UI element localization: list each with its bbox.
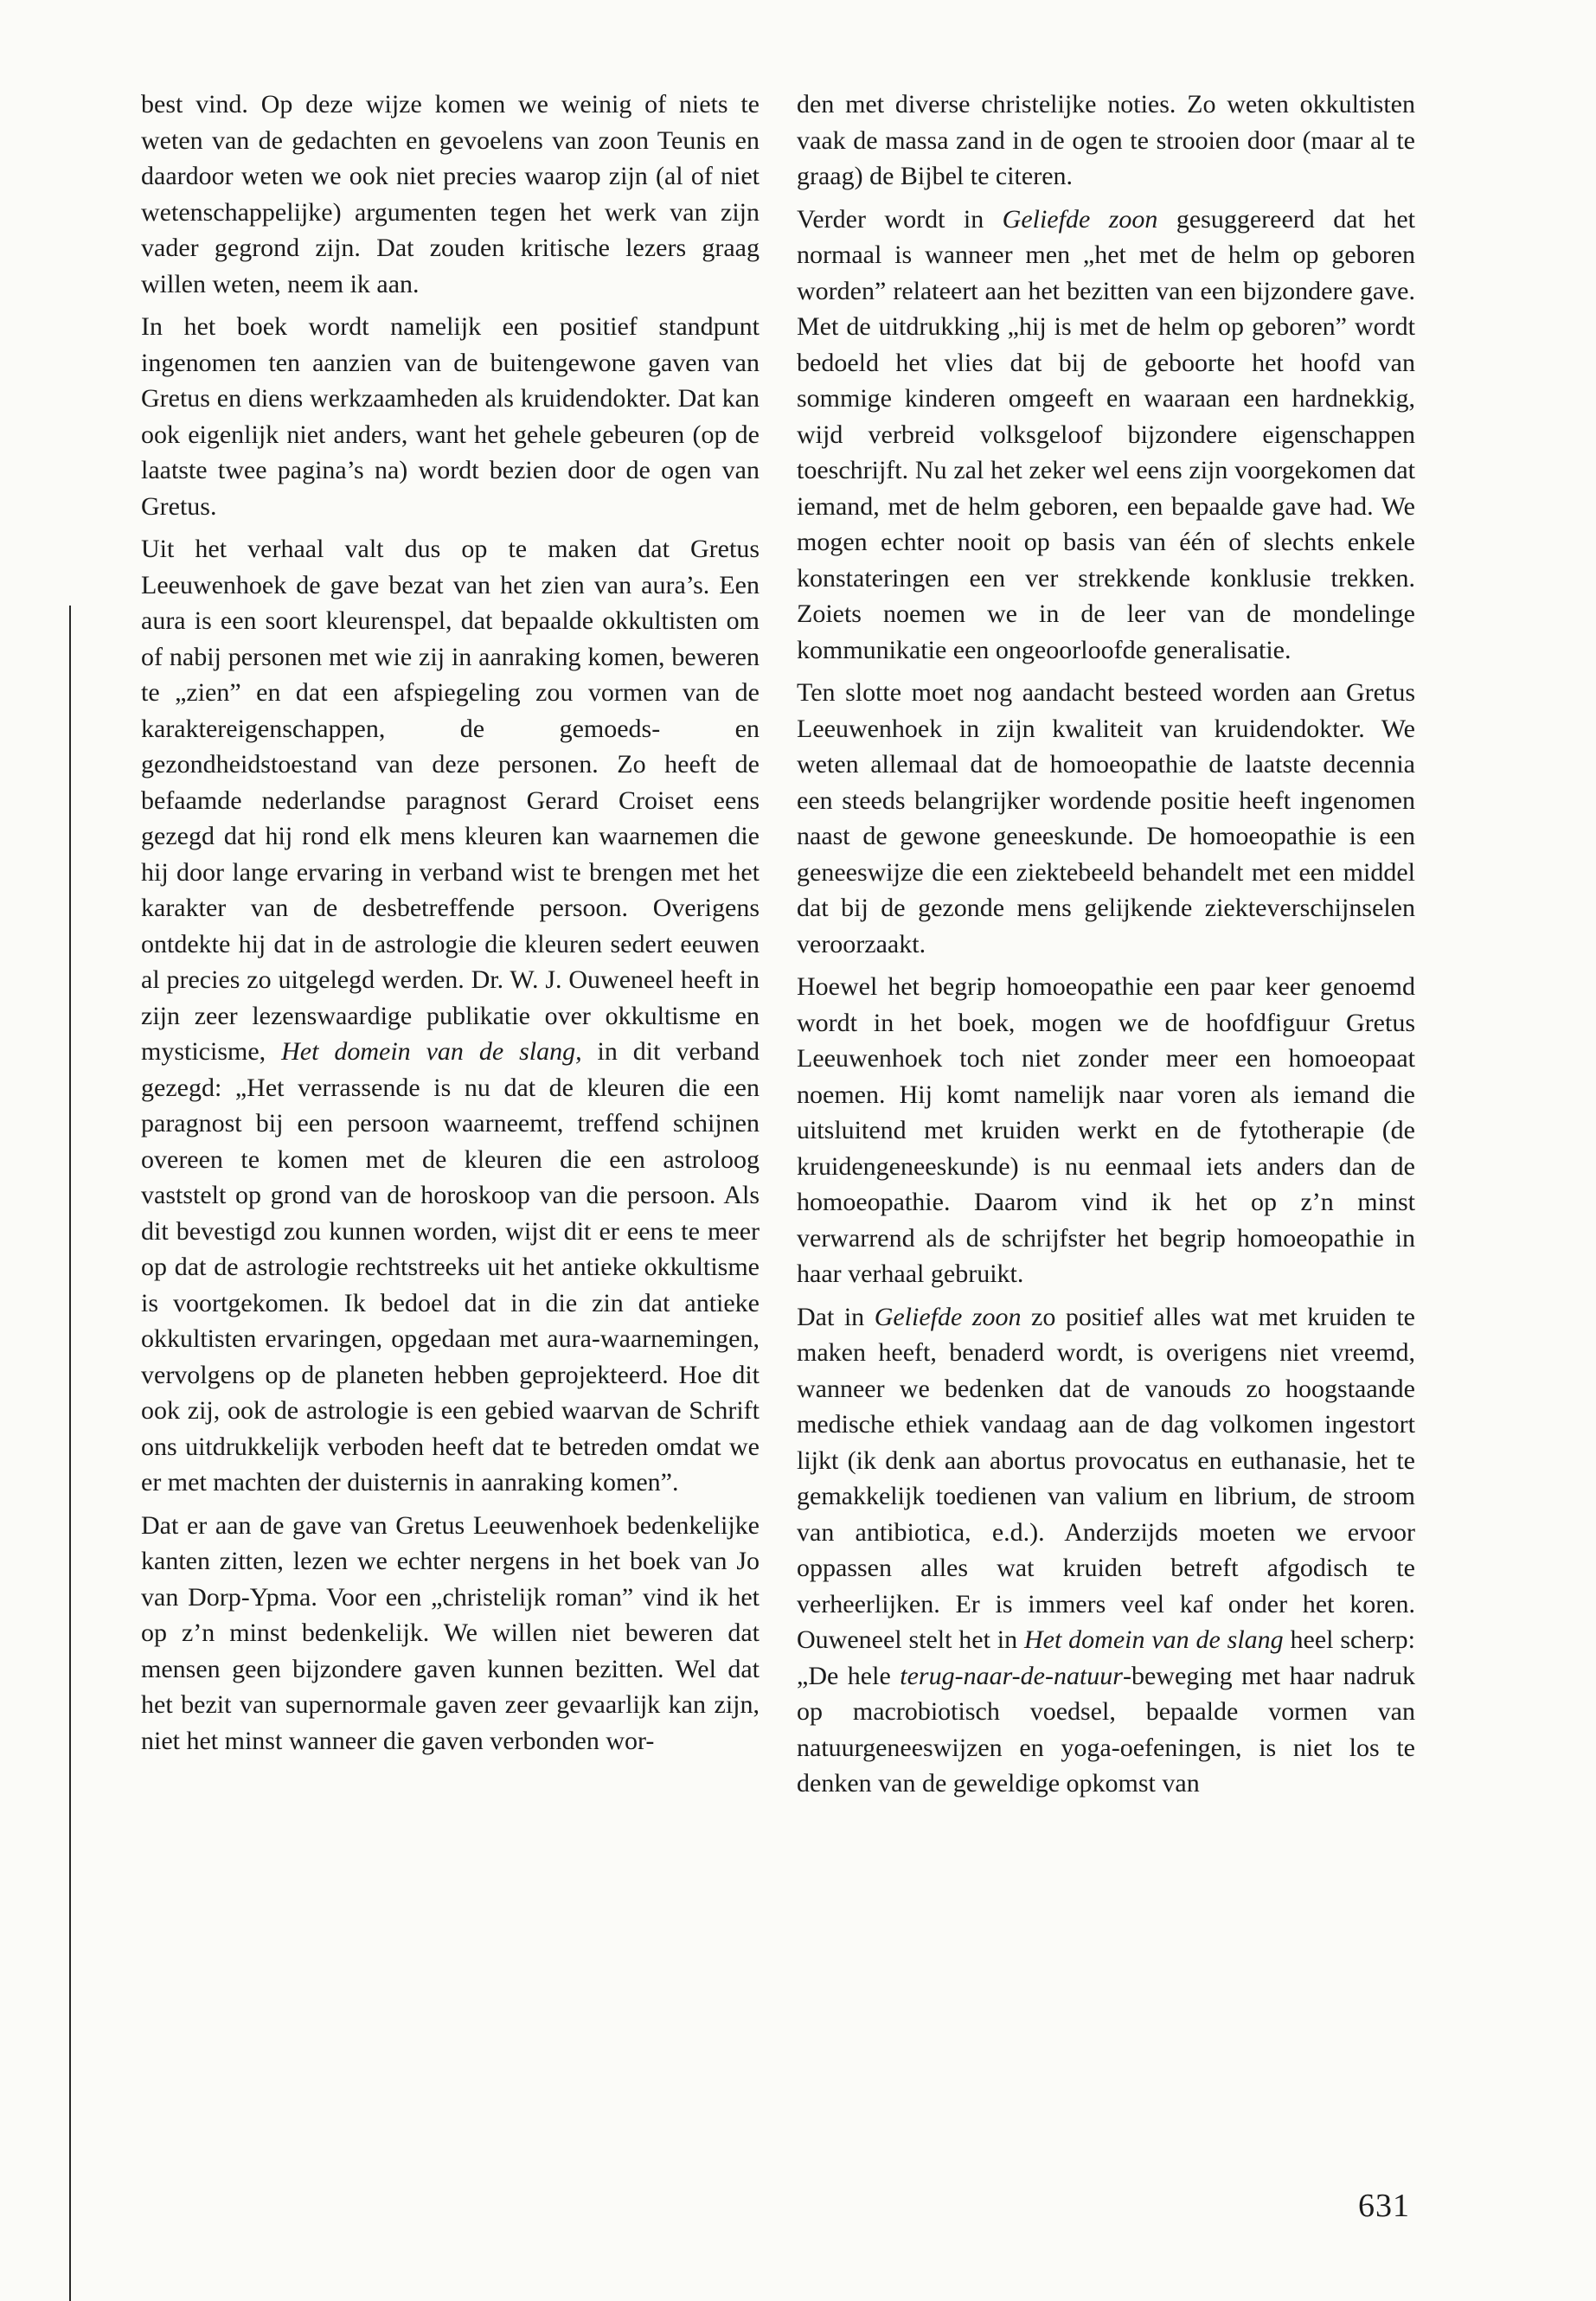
paragraph-text: -beweging met haar nadruk op macrobiotisch voedsel, bepaalde vormen van natuurgeneeswijzen en yoga-oefeningen, is niet los te denken van de geweldige opkomst van: [797, 1661, 1415, 1798]
paragraph: [797, 1299, 1415, 1802]
paragraph: Ten slotte moet nog aandacht besteed worden aan Gretus Leeuwenhoek in zijn kwaliteit van kruidendokter. We weten allemaal dat de homoeopathie de laatste decennia een steeds belangrijker wordende positie heeft ingenomen naast de gewone geneeskunde. De homoeopathie is een geneeswijze die een ziektebeeld behandelt met een middel dat bij de gezonde mens gelijkende ziekteverschijnselen veroorzaakt.: [797, 678, 1415, 958]
page-binding-edge: [69, 606, 71, 2301]
book-title-italic: Geliefde zoon: [1002, 204, 1158, 234]
paragraph: [797, 202, 1415, 669]
emphasis-italic: terug-naar-de-natuur: [900, 1661, 1123, 1690]
paragraph-text: zo positief alles wat met kruiden te maken heeft, benaderd wordt, is overigens niet vreemd, wanneer we bedenken dat de vanouds zo hoogstaande medische ethiek vandaag aan de dag volkomen ingestort lijkt (ik denk aan abortus provocatus en euthanasie, het te gemakkelijk toedienen van valium en librium, de stroom van antibiotica, e.d.). Anderzijds moeten we ervoor oppassen alles wat kruiden betreft afgodisch te verheerlijken. Er is immers veel kaf onder het koren. Ouweneel stelt het in: [797, 1302, 1415, 1654]
paragraph: Dat er aan de gave van Gretus Leeuwenhoek bedenkelijke kanten zitten, lezen we echter nergens in het boek van Jo van Dorp-Ypma. Voor een „christelijk roman” vind ik het op z’n minst bedenkelijk. We willen niet beweren dat mensen geen bijzondere gaven kunnen bezitten. Wel dat het bezit van supernormale gaven zeer gevaarlijk kan zijn, niet het minst wanneer die gaven verbonden wor-: [141, 1510, 760, 1755]
paragraph: [141, 531, 760, 1501]
paragraph-text: heel scherp: „De hele: [797, 1625, 1415, 1690]
paragraph-text: in dit verband gezegd: „Het verrassende is nu dat de kleuren die een paragnost bij een persoon waarneemt, treffend schijnen overeen te komen met de kleuren die een astroloog vaststelt op grond van de horoskoop van die persoon. Als dit bevestigd zou kunnen worden, wijst dit er eens te meer op dat de astrologie rechtstreeks uit het antieke okkultisme is voortgekomen. Ik bedoel dat in die zin dat antieke okkultisten ervaringen, opgedaan met aura-waarnemingen, vervolgens op de planeten hebben geprojekteerd. Hoe dit ook zij, ook de astrologie is een gebied waarvan de Schrift ons uitdrukkelijk verboden heeft dat te betreden omdat we er met machten der duisternis in aanraking komen”.: [141, 1037, 760, 1497]
paragraph-text: Verder wordt in: [797, 204, 1003, 234]
book-title-italic: Het domein van de slang: [1024, 1625, 1284, 1654]
paragraph: Hoewel het begrip homoeopathie een paar keer genoemd wordt in het boek, mogen we de hoofdfiguur Gretus Leeuwenhoek toch niet zonder meer een homoeopaat noemen. Hij komt namelijk naar voren als iemand die uitsluitend met kruiden werkt en de fytotherapie (de kruidengeneeskunde) is nu eenmaal iets anders dan de homoeopathie. Daarom vind ik het op z’n minst verwarrend als de schrijfster het begrip homoeopathie in haar verhaal gebruikt.: [797, 972, 1415, 1288]
left-column: [141, 87, 760, 1759]
paragraph: den met diverse christelijke noties. Zo weten okkultisten vaak de massa zand in de ogen te strooien door (maar al te graag) de Bijbel te citeren.: [797, 90, 1415, 190]
right-column: [797, 87, 1415, 1802]
paragraph: best vind. Op deze wijze komen we weinig of niets te weten van de gedachten en gevoelens van zoon Teunis en daardoor weten we ook niet precies waarop zijn (al of niet wetenschappelijke) argumenten tegen het werk van zijn vader gegrond zijn. Dat zouden kritische lezers graag willen weten, neem ik aan.: [141, 90, 760, 298]
paragraph-text: Uit het verhaal valt dus op te maken dat Gretus Leeuwenhoek de gave bezat van het zien van aura’s. Een aura is een soort kleurenspel, dat bepaalde okkultisten om of nabij personen met wie zij in aanraking komen, beweren te „zien” en dat een afspiegeling zou vormen van de karaktereigenschappen, de gemoeds- en gezondheidstoestand van deze personen. Zo heeft de befaamde nederlandse paragnost Gerard Croiset eens gezegd dat hij rond elk mens kleuren kan waarnemen die hij door lange ervaring in verband wist te brengen met het karakter van de desbetreffende persoon. Overigens ontdekte hij dat in de astrologie die kleuren sedert eeuwen al precies zo uitgelegd werden. Dr. W. J. Ouweneel heeft in zijn zeer lezenswaardige publikatie over okkultisme en mysticisme,: [141, 535, 760, 1066]
paragraph-text: gesuggereerd dat het normaal is wanneer men „het met de helm op geboren worden” relateert aan het bezitten van een bijzondere gave. Met de uitdrukking „hij is met de helm op geboren” wordt bedoeld het vlies dat bij de geboorte het hoofd van sommige kinderen omgeeft en waaraan een hardnekkig, wijd verbreid volksgeloof bijzondere eigenschappen toeschrijft. Nu zal het zeker wel eens zijn voorgekomen dat iemand, met de helm geboren, een bepaalde gave had. We mogen echter nooit op basis van één of slechts enkele konstateringen een ver strekkende konklusie trekken. Zoiets noemen we in de leer van de mondelinge kommunikatie een ongeoorloofde generalisatie.: [797, 204, 1415, 664]
book-title-italic: Geliefde zoon: [874, 1302, 1022, 1331]
page-number: 631: [1358, 2188, 1410, 2224]
paragraph: In het boek wordt namelijk een positief standpunt ingenomen ten aanzien van de buitengewone gaven van Gretus en diens werkzaamheden als kruidendokter. Dat kan ook eigenlijk niet anders, want het gehele gebeuren (op de laatste twee pagina’s na) wordt bezien door de ogen van Gretus.: [141, 312, 760, 521]
paragraph-text: Dat in: [797, 1302, 875, 1331]
book-title-italic: Het domein van de slang,: [281, 1037, 582, 1066]
